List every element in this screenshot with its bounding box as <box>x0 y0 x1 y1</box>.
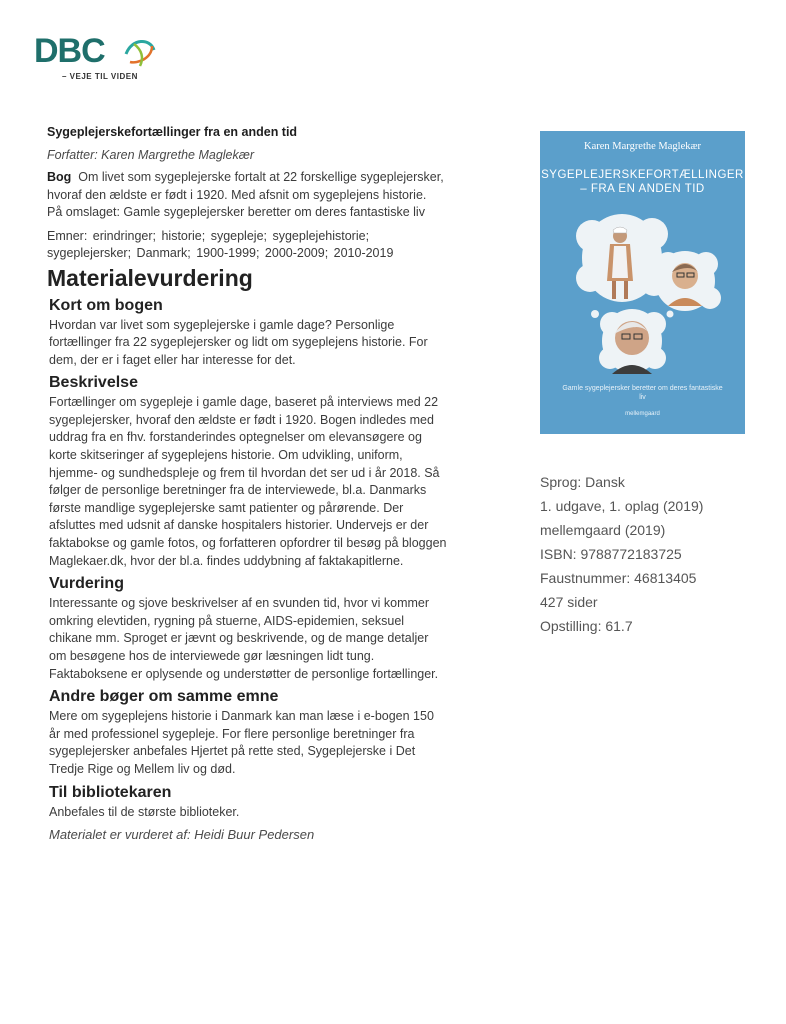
meta-isbn: ISBN: 9788772183725 <box>540 546 682 562</box>
section-body: Mere om sygeplejens historie i Danmark kan man læse i e-bogen 150 år med professionel sygepleje. For flere personlige beretninger fra sygeplejersker anbefales Hjertet på rette sted, Sygeplejerske i Det Tredje Rige og Mellem liv og død. <box>49 709 434 776</box>
evaluation-heading: Materialevurdering <box>47 264 253 291</box>
logo-swirl-icon <box>122 34 158 70</box>
meta-faust-number: Faustnummer: 46813405 <box>540 570 697 586</box>
book-title: Sygeplejerskefortællinger fra en anden tid <box>47 125 298 139</box>
cover-title-line2: – FRA EN ANDEN TID <box>580 183 705 195</box>
book-description <box>47 169 447 204</box>
logo-brand: DBC <box>34 32 105 70</box>
section-body: Interessante og sjove beskrivelser af en svunden tid, hvor vi kommer omkring elevtiden, rygning på stuerne, AIDS-epidemien, seksuel chikane mm. Sproget er jævnt og beskrivende, og de mange detaljer om besøgene hos de interviewede gør læsningen lidt tung. Faktaboksene er oplysende og understøtter de personlige fortællinger. <box>49 596 439 681</box>
section-body: Anbefales til de største biblioteker. <box>49 804 240 819</box>
section-heading: Kort om bogen <box>49 296 163 314</box>
logo-tagline: – VEJE TIL VIDEN <box>62 72 138 81</box>
section-heading: Andre bøger om samme emne <box>49 688 279 706</box>
section-body: Fortællinger om sygepleje i gamle dage, baseret på interviews med 22 sygeplejersker, hvoraf den ældste er født i 1920. Bogen indledes med uddrag fra en fhv. forstanderindes optegnelser om elevansøgere og korte skitseringer af sygeplejens historie. Om udvikling, uniform, hjemme- og sundhedspleje og frem til hvordan det ser ud i år 2018. Så følger de personlige beretninger fra de interviewede, bl.a. Danmarks første mandlige sygeplejerske samt patienter og pårørende. Der afsluttes med udsnit af danske hospitalers historier. Undervejs er der faktabokse og gamle fotos, og forfatteren opfordrer til besøg på bloggen Maglekaer.dk, hvor der bl.a. findes uddybning af faktakapitlerne. <box>49 395 447 568</box>
section-short-about <box>49 296 447 370</box>
meta-pages: 427 sider <box>540 594 598 610</box>
meta-publisher: mellemgaard (2019) <box>540 522 666 538</box>
review-content <box>47 125 447 842</box>
cover-title: SYGEPLEJERSKEFORTÆLLINGER <box>541 169 744 181</box>
section-librarian <box>49 783 447 822</box>
section-heading: Til bibliotekaren <box>49 783 172 801</box>
material-type: Bog <box>47 170 72 184</box>
section-heading: Beskrivelse <box>49 374 138 392</box>
meta-shelving: Opstilling: 61.7 <box>540 618 633 634</box>
dbc-logo <box>34 32 164 90</box>
assessor: Materialet er vurderet af: Heidi Buur Pedersen <box>49 827 315 843</box>
section-heading: Vurdering <box>49 575 124 593</box>
meta-edition: 1. udgave, 1. oplag (2019) <box>540 498 704 514</box>
book-description-text: Om livet som sygeplejerske fortalt at 22 forskellige sygeplejersker, hvoraf den ældste er født i 1920. Med afsnit om sygeplejens historie. <box>47 170 444 202</box>
section-other-books <box>49 687 447 778</box>
section-description <box>49 373 447 570</box>
cover-author: Karen Margrethe Maglekær <box>583 141 701 152</box>
meta-language: Sprog: Dansk <box>540 474 625 490</box>
cover-photos-image <box>540 206 745 381</box>
subjects: Emner: erindringer; historie; sygepleje; sygeplejehistorie; sygeplejersker; Danmark; 1900-1999; 2000-2009; 2010-2019 <box>47 228 394 260</box>
book-metadata <box>540 470 770 638</box>
book-cover <box>540 131 745 434</box>
book-author: Forfatter: Karen Margrethe Maglekær <box>47 148 255 162</box>
cover-subtitle: Gamle sygeplejersker beretter om deres fantastiske liv <box>562 385 723 401</box>
section-body: Hvordan var livet som sygeplejerske i gamle dage? Personlige fortællinger fra 22 sygeplejersker og lidt om sygeplejens historie. For dem, der er i faget eller har interesse for det. <box>49 317 428 367</box>
section-assessment <box>49 574 447 683</box>
cover-note: På omslaget: Gamle sygeplejersker beretter om deres fantastiske liv <box>47 205 425 219</box>
cover-publisher: mellemgaard <box>625 411 660 417</box>
